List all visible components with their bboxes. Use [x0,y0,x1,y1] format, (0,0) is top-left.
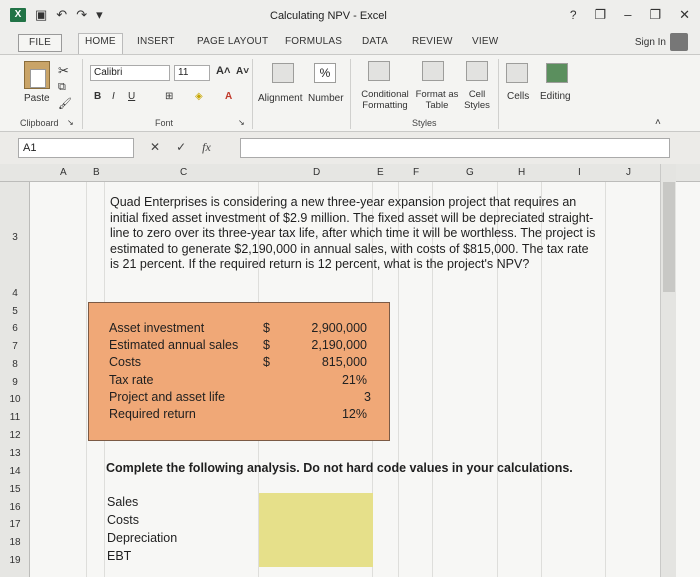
analysis-label[interactable]: EBT [107,549,132,563]
number-button[interactable]: Number [308,93,344,104]
row-header[interactable]: 12 [9,430,21,441]
grid-line [86,182,87,577]
quick-access-toolbar [10,8,103,22]
underline-button[interactable]: U [128,91,136,102]
formula-controls [150,140,211,155]
cancel-icon[interactable]: ✕ [150,140,161,154]
font-group-label: Font [155,118,174,128]
format-painter-icon[interactable]: 🖌 [58,98,72,110]
grid-line [605,182,606,577]
row-header[interactable]: 11 [9,412,21,423]
scrollbar-thumb[interactable] [663,182,675,292]
tab-view[interactable]: VIEW [472,36,499,47]
save-icon[interactable]: ▣ [35,7,48,22]
enter-icon[interactable]: ✓ [176,140,187,154]
column-header[interactable]: A [60,167,67,178]
insert-function-icon[interactable]: fx [202,140,211,154]
cut-icon[interactable]: ✂ [58,63,69,78]
column-header[interactable]: E [377,167,384,178]
window-controls [570,7,690,23]
column-header[interactable]: C [180,167,188,178]
answer-cells[interactable] [259,493,373,567]
row-header[interactable]: 19 [9,555,21,566]
borders-icon[interactable]: ⊞ [165,91,174,102]
grow-font-icon[interactable]: A˄ [216,65,231,77]
inputs-table [88,302,390,441]
column-header[interactable]: J [626,167,631,178]
title-bar [0,0,700,32]
input-value[interactable]: 815,000 [321,355,367,369]
row-header[interactable]: 7 [12,341,18,352]
input-label[interactable]: Costs [109,355,141,369]
cells-button[interactable]: Cells [507,91,530,102]
ribbon-separator [82,59,83,129]
font-color-icon[interactable]: A [225,91,233,102]
user-avatar[interactable] [670,33,688,51]
row-header[interactable]: 6 [12,323,18,334]
input-currency: $ [263,355,270,369]
column-header[interactable]: B [93,167,100,178]
ribbon-home [0,54,700,132]
name-box[interactable]: A1 [18,138,134,158]
analysis-label[interactable]: Depreciation [107,531,178,545]
ribbon-tabs [0,32,700,54]
row-header[interactable]: 9 [12,377,18,388]
paste-icon[interactable] [24,61,50,89]
restore-button[interactable]: ❐ [649,7,662,22]
column-header[interactable]: H [518,167,526,178]
row-header[interactable]: 15 [9,484,21,495]
cells-icon[interactable] [506,63,528,83]
formula-input[interactable] [240,138,670,158]
ribbon-display-icon[interactable]: ❐ [594,7,607,22]
font-size-select[interactable]: 11 [174,65,210,81]
input-value[interactable]: 12% [341,407,367,421]
cell-styles-button[interactable]: Cell Styles [464,89,490,111]
tab-page-layout[interactable]: PAGE LAYOUT [197,36,269,47]
input-value[interactable]: 21% [341,373,367,387]
input-currency: $ [263,321,270,335]
font-name-select[interactable]: Calibri [90,65,170,81]
input-label[interactable]: Estimated annual sales [109,338,239,352]
undo-icon[interactable]: ↶ [56,7,68,22]
row-header[interactable]: 14 [9,466,21,477]
problem-statement: Quad Enterprises is considering a new three-year expansion project that requires an initial fixed asset investment of $2.9 million. The fixed asset will be depreciated straight-line to zero over its three-year tax life, after which time it will be worthless. The project is estimated to generate $2,190,000 in annual sales, with costs of $815,000. The tax rate is 21 percent. If the required return is 12 percent, what is the project's NPV? [110,195,596,271]
column-header[interactable]: G [466,167,474,178]
minimize-button[interactable]: – [624,7,632,22]
vertical-scrollbar[interactable] [660,164,676,577]
percent-button[interactable]: % [314,63,336,83]
row-header[interactable]: 4 [12,288,18,299]
clipboard-launcher-icon[interactable]: ↘ [67,118,74,127]
tab-review[interactable]: REVIEW [412,36,453,47]
analysis-label[interactable]: Costs [107,513,139,527]
bold-button[interactable]: B [94,91,102,102]
row-headers [0,182,30,577]
input-value[interactable]: 2,900,000 [311,321,367,335]
alignment-button[interactable]: Alignment [258,93,303,104]
ribbon-separator [350,59,351,129]
input-label[interactable]: Required return [109,407,196,421]
window-title: Calculating NPV - Excel [270,10,387,22]
input-currency: $ [263,338,270,352]
format-as-table-button[interactable]: Format as Table [415,89,459,111]
shrink-font-icon[interactable]: A˅ [236,66,250,77]
clipboard-group-label: Clipboard [20,118,59,128]
sign-in-link[interactable]: Sign In [634,37,666,48]
conditional-formatting-button[interactable]: Conditional Formatting [361,89,409,111]
conditional-formatting-icon[interactable] [368,61,390,81]
excel-logo-icon: X [10,8,26,22]
italic-button[interactable]: I [112,91,115,102]
row-header[interactable]: 10 [9,394,21,405]
close-button[interactable]: ✕ [679,7,690,22]
customize-qat-icon[interactable]: ▾ [96,7,103,22]
input-label[interactable]: Project and asset life [109,390,226,404]
ribbon-separator [498,59,499,129]
copy-icon[interactable]: ⧉ [58,81,66,93]
cell-styles-icon[interactable] [466,61,488,81]
tab-insert[interactable]: INSERT [137,36,175,47]
ribbon-separator [252,59,253,129]
editing-button[interactable]: Editing [540,91,571,102]
instruction-text: Complete the following analysis. Do not hard code values in your calculations. [106,461,573,475]
row-header[interactable]: 18 [9,537,21,548]
format-as-table-icon[interactable] [422,61,444,81]
column-headers [0,164,700,182]
font-launcher-icon[interactable]: ↘ [238,118,245,127]
row-header[interactable]: 16 [9,502,21,513]
column-header[interactable]: I [578,167,581,178]
editing-icon[interactable] [546,63,568,83]
tab-data[interactable]: DATA [362,36,388,47]
row-header[interactable]: 13 [9,448,21,459]
redo-icon[interactable]: ↷ [76,7,88,22]
analysis-label[interactable]: Sales [107,495,139,509]
row-header[interactable]: 5 [12,306,18,317]
input-value[interactable]: 3 [364,390,371,404]
tab-file[interactable]: FILE [18,34,62,52]
tab-home[interactable]: HOME [78,33,123,54]
column-header[interactable]: D [313,167,321,178]
input-label[interactable]: Asset investment [109,321,205,335]
fill-color-icon[interactable]: ◈ [195,91,203,102]
input-label[interactable]: Tax rate [109,373,154,387]
column-header[interactable]: F [413,167,420,178]
help-button[interactable]: ? [569,8,577,22]
paste-button[interactable]: Paste [24,93,50,104]
input-value[interactable]: 2,190,000 [311,338,367,352]
row-header[interactable]: 17 [9,519,21,530]
row-header[interactable]: 3 [12,232,18,243]
alignment-icon[interactable] [272,63,294,83]
row-header[interactable]: 8 [12,359,18,370]
styles-group-label: Styles [412,118,437,128]
collapse-ribbon-icon[interactable]: ˄ [655,117,661,128]
formula-bar [0,132,700,164]
tab-formulas[interactable]: FORMULAS [285,36,343,47]
